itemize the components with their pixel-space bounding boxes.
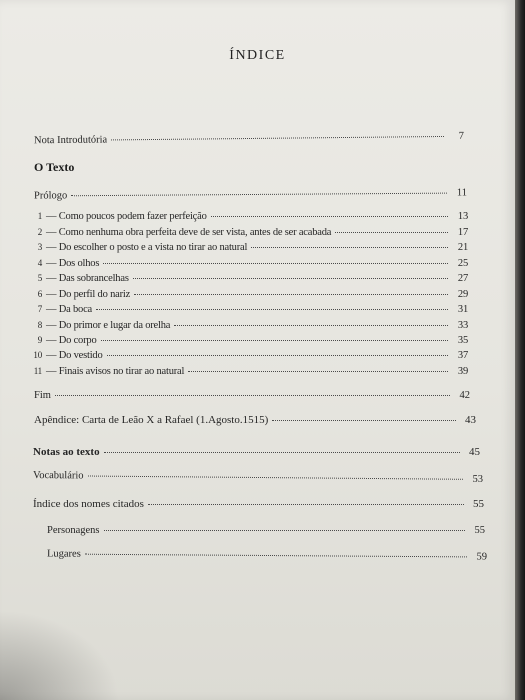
toc-page-number: 45 bbox=[469, 446, 480, 458]
toc-entry-prologo bbox=[34, 187, 467, 201]
toc-entry-chapter-11 bbox=[28, 366, 468, 377]
dot-leader bbox=[71, 192, 447, 197]
dot-leader bbox=[133, 277, 448, 279]
chapter-number: 3 bbox=[37, 242, 42, 252]
dot-leader bbox=[134, 293, 448, 295]
dot-leader bbox=[107, 354, 448, 356]
toc-page-number: 25 bbox=[457, 258, 468, 269]
toc-entry-apendice bbox=[34, 414, 476, 426]
dot-leader bbox=[104, 529, 466, 531]
toc-page-number: 21 bbox=[457, 242, 468, 253]
section-heading-texto: O Texto bbox=[34, 160, 75, 174]
toc-entry-chapter-1 bbox=[28, 211, 468, 222]
toc-page-number: 13 bbox=[457, 211, 468, 222]
chapter-number: 4 bbox=[37, 258, 42, 268]
dot-leader bbox=[96, 308, 448, 310]
toc-page-number: 37 bbox=[457, 350, 468, 361]
toc-label: — Do vestido bbox=[46, 350, 103, 361]
chapter-number: 10 bbox=[33, 350, 42, 360]
chapter-number: 9 bbox=[37, 335, 42, 345]
dot-leader bbox=[101, 339, 449, 341]
dot-leader bbox=[88, 475, 463, 480]
toc-entry-chapter-4 bbox=[28, 258, 468, 269]
toc-label: — Como nenhuma obra perfeita deve de ser vista, antes de ser acabada bbox=[46, 227, 332, 238]
toc-page-number: 7 bbox=[458, 130, 465, 142]
chapter-number: 8 bbox=[37, 320, 42, 330]
dot-leader bbox=[111, 135, 444, 140]
page-edge bbox=[515, 0, 525, 700]
toc-page-number: 29 bbox=[457, 289, 468, 300]
toc-page-number: 42 bbox=[459, 390, 470, 401]
toc-label: — Da boca bbox=[46, 304, 93, 315]
toc-entry-lugares bbox=[47, 548, 487, 562]
toc-entry-chapter-6 bbox=[28, 289, 468, 300]
toc-page-number: 33 bbox=[457, 320, 468, 331]
dot-leader bbox=[211, 215, 448, 217]
chapter-number: 11 bbox=[33, 366, 42, 376]
toc-label: — Do primor e lugar da orelha bbox=[46, 320, 171, 331]
toc-entry-chapter-2 bbox=[28, 227, 468, 238]
toc-label: Lugares bbox=[46, 548, 81, 560]
toc-label: — Do perfil do nariz bbox=[46, 289, 131, 300]
page-title: ÍNDICE bbox=[229, 48, 286, 63]
toc-entry-vocabulario bbox=[33, 470, 483, 485]
dot-leader bbox=[335, 231, 448, 233]
dot-leader bbox=[251, 246, 448, 248]
toc-label: — Como poucos podem fazer perfeição bbox=[46, 211, 207, 222]
chapter-number: 2 bbox=[37, 227, 42, 237]
toc-entry-personagens bbox=[47, 525, 485, 536]
dot-leader bbox=[104, 451, 460, 453]
toc-entry-nota bbox=[34, 131, 464, 147]
dot-leader bbox=[103, 262, 448, 264]
toc-page-number: 55 bbox=[473, 498, 484, 510]
toc-label: — Dos olhos bbox=[46, 258, 100, 269]
toc-entry-chapter-7 bbox=[28, 304, 468, 315]
toc-entry-chapter-9 bbox=[28, 335, 468, 346]
chapter-number: 1 bbox=[37, 211, 42, 221]
toc-entry-chapter-5 bbox=[28, 273, 468, 284]
page-corner-shadow bbox=[0, 610, 120, 700]
dot-leader bbox=[55, 394, 450, 396]
toc-label: Nota Introdutória bbox=[33, 134, 108, 147]
toc-entry-fim bbox=[34, 390, 470, 401]
toc-page-number: 35 bbox=[457, 335, 468, 346]
toc-label: — Das sobrancelhas bbox=[46, 273, 129, 284]
toc-page-number: 59 bbox=[476, 551, 488, 563]
toc-label: Índice dos nomes citados bbox=[33, 498, 144, 510]
dot-leader bbox=[85, 553, 467, 558]
toc-page-number: 53 bbox=[472, 473, 484, 485]
toc-page-number: 43 bbox=[465, 414, 476, 426]
toc-label: Fim bbox=[34, 390, 51, 401]
toc-page-number: 17 bbox=[457, 227, 468, 238]
toc-page-number: 11 bbox=[456, 187, 468, 199]
chapter-number: 7 bbox=[37, 304, 42, 314]
chapter-number: 5 bbox=[37, 273, 42, 283]
toc-page-number: 39 bbox=[457, 366, 468, 377]
toc-entry-notas bbox=[33, 446, 480, 458]
dot-leader bbox=[148, 503, 464, 505]
toc-label: Personagens bbox=[47, 525, 100, 536]
toc-label: Notas ao texto bbox=[33, 446, 100, 458]
toc-entry-chapter-3 bbox=[28, 242, 468, 253]
toc-label: — Do escolher o posto e a vista no tirar ao natural bbox=[46, 242, 248, 253]
toc-page-number: 55 bbox=[474, 525, 485, 536]
toc-page-number: 27 bbox=[457, 273, 468, 284]
toc-label: Apêndice: Carta de Leão X a Rafael (1.Agosto.1515) bbox=[34, 414, 269, 426]
chapter-number: 6 bbox=[37, 289, 42, 299]
dot-leader bbox=[188, 370, 448, 372]
toc-entry-indice-nomes bbox=[33, 498, 484, 510]
toc-entry-chapter-10 bbox=[28, 350, 468, 361]
toc-entry-chapter-8 bbox=[28, 320, 468, 331]
toc-page-number: 31 bbox=[457, 304, 468, 315]
toc-label: Prólogo bbox=[33, 190, 68, 202]
toc-label: — Finais avisos no tirar ao natural bbox=[46, 366, 185, 377]
dot-leader bbox=[272, 419, 456, 421]
toc-label: — Do corpo bbox=[46, 335, 97, 346]
dot-leader bbox=[174, 324, 448, 326]
toc-label: Vocabulário bbox=[32, 470, 84, 482]
